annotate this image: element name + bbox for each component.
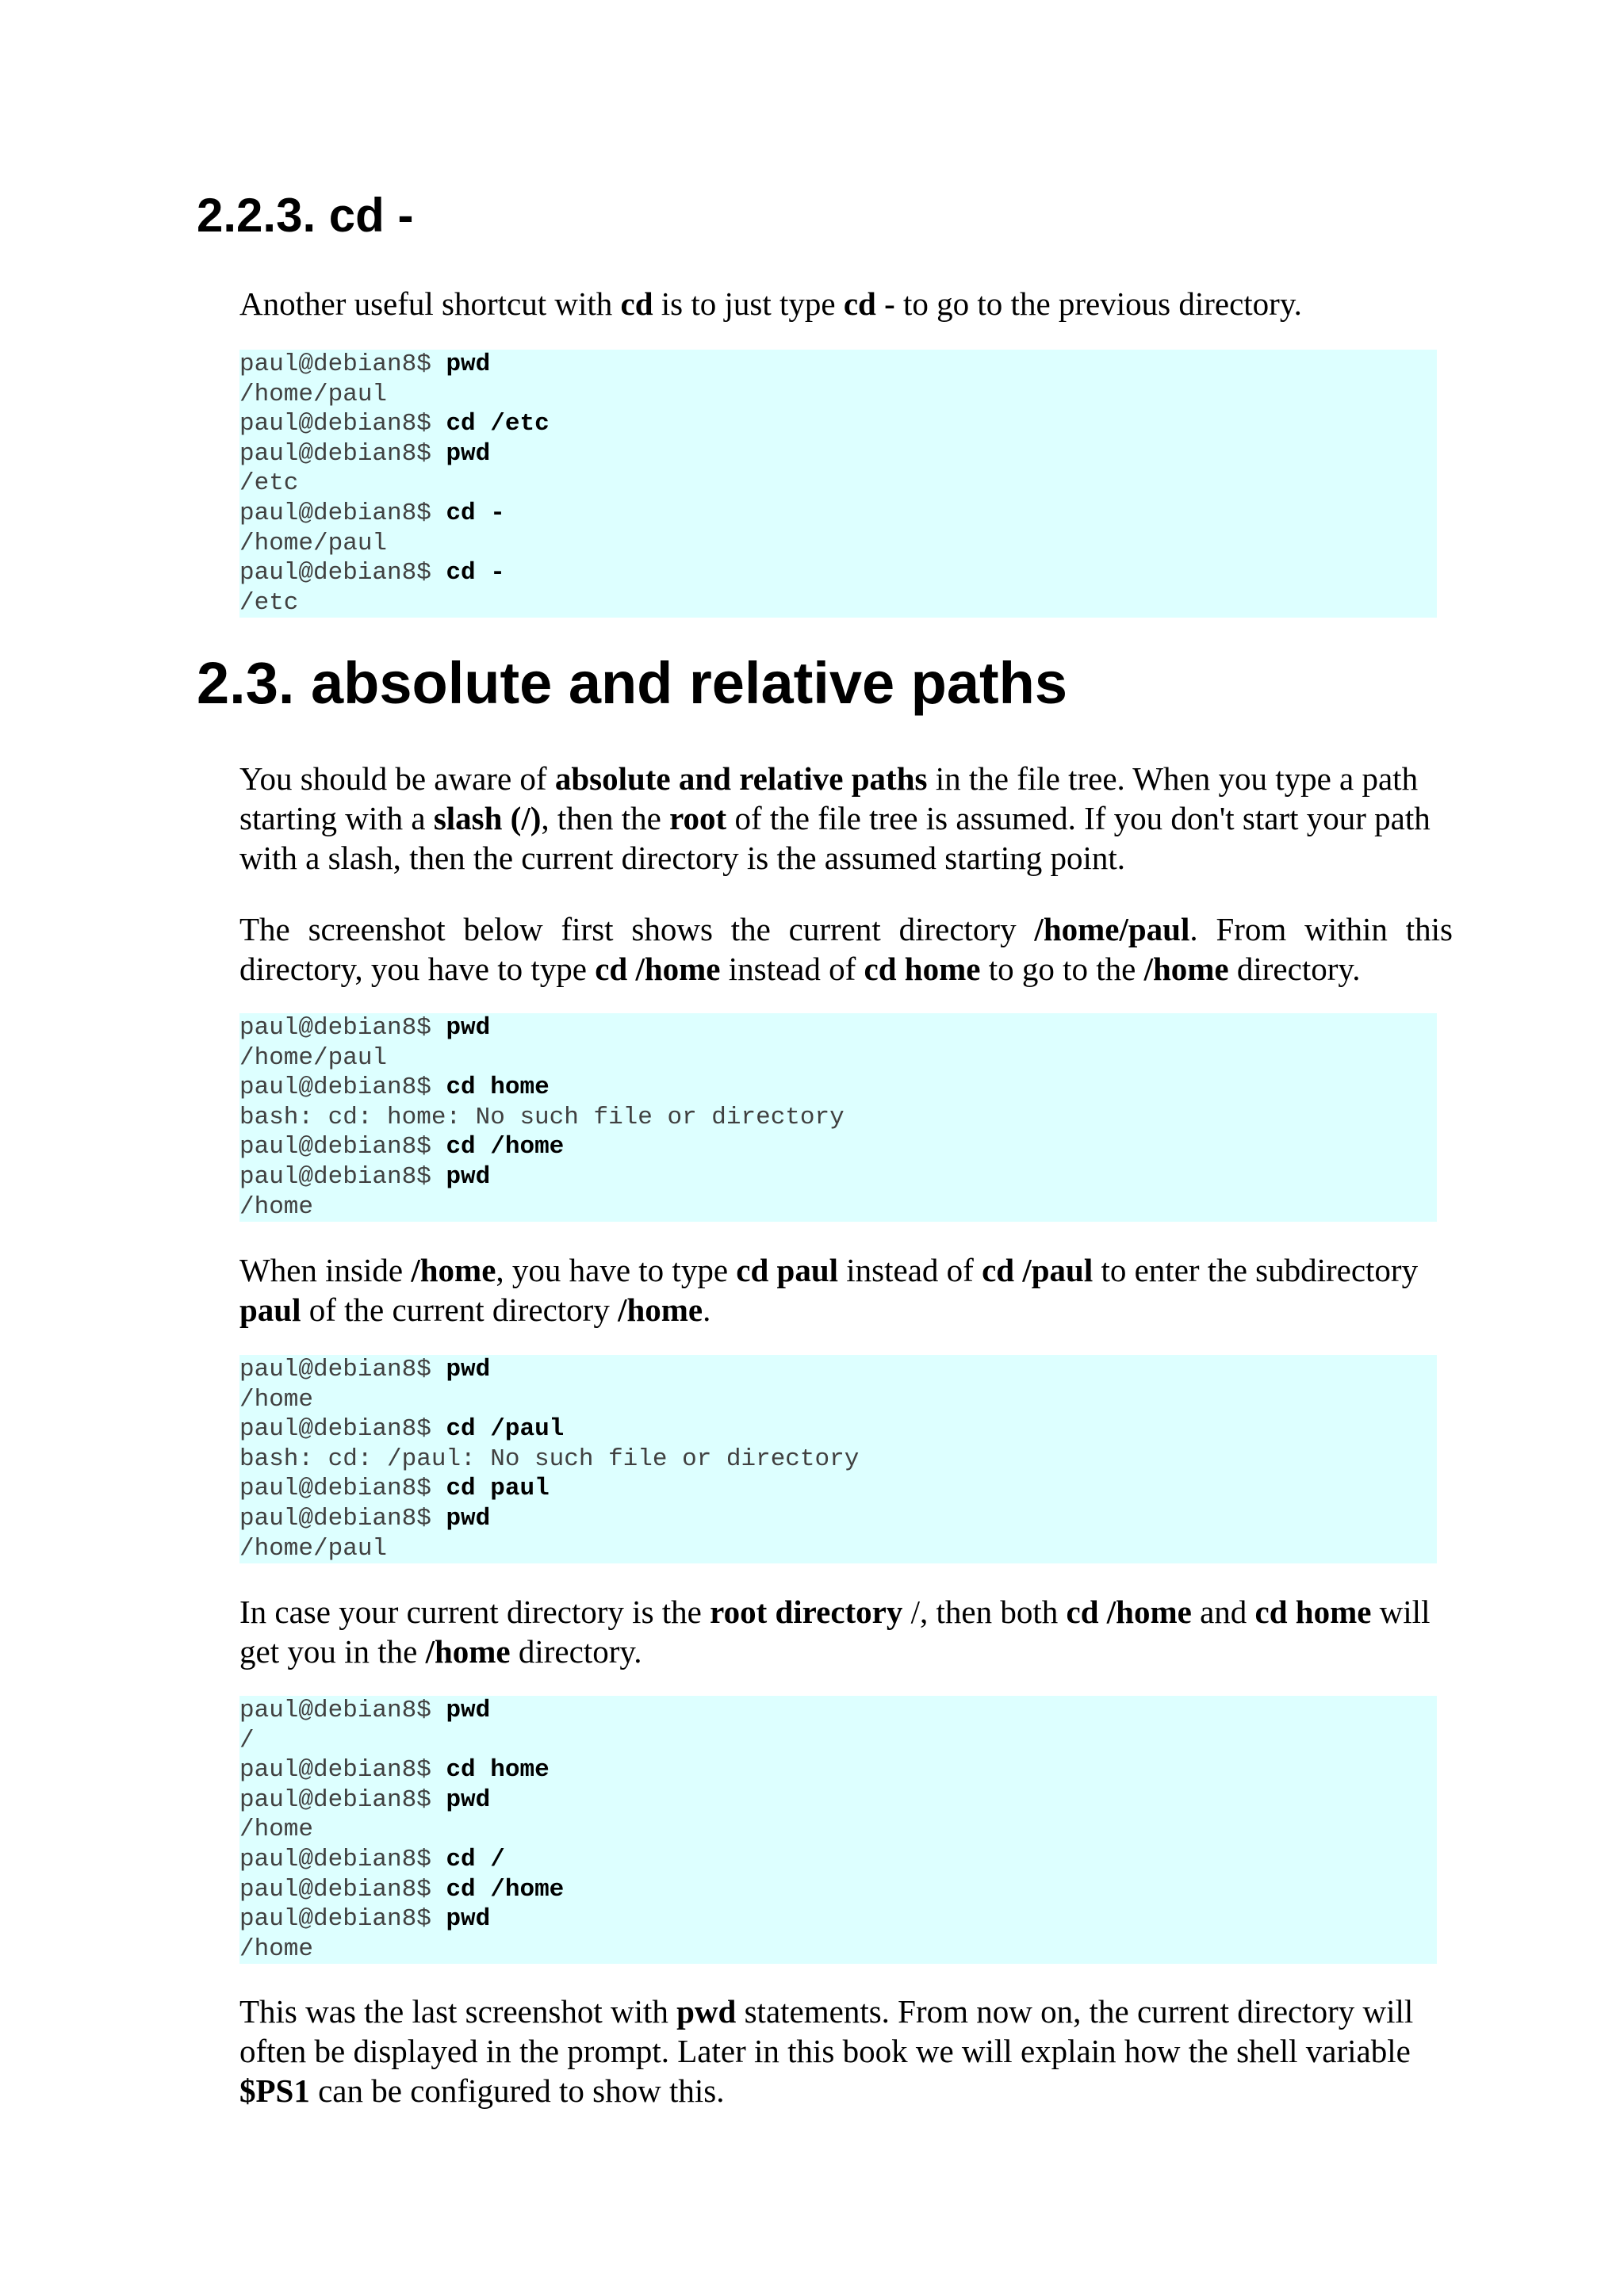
command-line xyxy=(239,1845,1437,1875)
shell-command: pwd xyxy=(446,1162,491,1191)
text-run: will get you in the xyxy=(239,1594,1431,1670)
text-run: is to just type xyxy=(653,285,844,322)
text-run: In case your current directory is the xyxy=(239,1594,710,1630)
command-line xyxy=(239,1414,1437,1445)
text-run: instead of xyxy=(720,951,864,987)
bold-term: cd - xyxy=(843,285,895,322)
command-line xyxy=(239,1904,1437,1934)
command-line xyxy=(239,1755,1437,1785)
command-line xyxy=(239,1132,1437,1162)
bold-term: slash (/) xyxy=(433,800,542,836)
command-line xyxy=(239,1696,1437,1726)
shell-command: pwd xyxy=(446,1697,491,1724)
shell-prompt: paul@debian8$ xyxy=(239,1785,446,1814)
bold-term: cd /home xyxy=(1066,1594,1192,1630)
output-line: /home xyxy=(239,1934,314,1963)
bold-term: /home xyxy=(411,1252,496,1288)
output-line: /etc xyxy=(239,588,299,617)
bold-term: /home xyxy=(425,1633,511,1670)
shell-prompt: paul@debian8$ xyxy=(239,1073,446,1102)
bold-term: pwd xyxy=(676,1993,737,2030)
output-line: / xyxy=(239,1726,255,1755)
shell-prompt: paul@debian8$ xyxy=(239,1415,446,1444)
text-run: . xyxy=(703,1292,711,1328)
shell-command: cd home xyxy=(446,1073,550,1102)
shell-command: cd - xyxy=(446,499,505,527)
command-line xyxy=(239,1474,1437,1504)
paragraph-root-directory xyxy=(239,1592,1453,1671)
command-line xyxy=(239,1504,1437,1534)
code-block-cd-home xyxy=(239,1013,1437,1222)
shell-prompt: paul@debian8$ xyxy=(239,1756,446,1785)
output-line: bash: cd: /paul: No such file or directory xyxy=(239,1445,860,1473)
output-line: /home/paul xyxy=(239,380,388,408)
shell-command: pwd xyxy=(446,1905,491,1934)
bold-term: cd home xyxy=(1254,1594,1372,1630)
text-run: /, then both xyxy=(902,1594,1067,1630)
bold-term: cd /paul xyxy=(982,1252,1094,1288)
output-line: /home/paul xyxy=(239,529,388,557)
shell-command: pwd xyxy=(446,1504,491,1533)
shell-prompt: paul@debian8$ xyxy=(239,1845,446,1873)
shell-prompt: paul@debian8$ xyxy=(239,1475,446,1503)
shell-prompt: paul@debian8$ xyxy=(239,439,446,468)
shell-command: cd /paul xyxy=(446,1415,565,1444)
shell-command: pwd xyxy=(446,350,491,378)
shell-command: cd /home xyxy=(446,1875,565,1904)
shell-prompt: paul@debian8$ xyxy=(239,1504,446,1533)
text-run: , then the xyxy=(541,800,670,836)
bold-term: /home/paul xyxy=(1034,911,1190,947)
paragraph-cd-dash xyxy=(239,284,1453,323)
text-run: directory. xyxy=(1228,951,1361,987)
text-run: This was the last screenshot with xyxy=(239,1993,677,2030)
command-line xyxy=(239,439,1437,469)
output-line: /home xyxy=(239,1385,314,1414)
code-block-from-root xyxy=(239,1696,1437,1964)
bold-term: /home xyxy=(1143,951,1229,987)
section-heading-2-2-3: 2.2.3. cd - xyxy=(197,189,414,242)
command-line xyxy=(239,1785,1437,1816)
output-line: /etc xyxy=(239,469,299,498)
text-run: can be configured to show this. xyxy=(309,2072,725,2109)
shell-prompt: paul@debian8$ xyxy=(239,499,446,527)
shell-command: cd paul xyxy=(446,1475,550,1503)
code-block-cd-paul xyxy=(239,1355,1437,1563)
paragraph-last-screenshot xyxy=(239,1992,1453,2110)
bold-term: cd home xyxy=(864,951,981,987)
text-run: instead of xyxy=(838,1252,982,1288)
code-block-cd-dash xyxy=(239,350,1437,618)
command-line xyxy=(239,409,1437,439)
command-line xyxy=(239,1073,1437,1103)
shell-command: pwd xyxy=(446,1014,491,1042)
command-line xyxy=(239,1013,1437,1043)
section-heading-2-3: 2.3. absolute and relative paths xyxy=(197,650,1068,716)
text-run: , you have to type xyxy=(496,1252,737,1288)
text-run: of the current directory xyxy=(301,1292,619,1328)
text-run: to go to the previous directory. xyxy=(894,285,1302,322)
text-run: to enter the subdirectory xyxy=(1093,1252,1419,1288)
paragraph-absolute-relative xyxy=(239,759,1453,878)
text-run: When inside xyxy=(239,1252,412,1288)
text-run: of the file tree is assumed. If you don't start your path with a slash, then the current directory is the assumed starting point. xyxy=(239,800,1431,876)
shell-prompt: paul@debian8$ xyxy=(239,1697,446,1724)
shell-prompt: paul@debian8$ xyxy=(239,1356,446,1383)
bold-term: cd xyxy=(620,285,653,322)
command-line xyxy=(239,499,1437,529)
text-run: Another useful shortcut with xyxy=(239,285,621,322)
bold-term: absolute and relative paths xyxy=(554,760,928,797)
shell-command: cd home xyxy=(446,1756,550,1785)
bold-term: cd /home xyxy=(595,951,721,987)
command-line xyxy=(239,558,1437,588)
shell-command: pwd xyxy=(446,1785,491,1814)
bold-term: /home xyxy=(618,1292,703,1328)
text-run: and xyxy=(1191,1594,1255,1630)
shell-command: cd /home xyxy=(446,1133,565,1161)
text-run: statements. From now on, the current directory will often be displayed in the prompt. Later in this book we will explain how the shell variable xyxy=(239,1993,1414,2069)
shell-prompt: paul@debian8$ xyxy=(239,1905,446,1934)
text-run: The screenshot below first shows the current directory xyxy=(239,911,1035,947)
shell-command: pwd xyxy=(446,1356,491,1383)
command-line xyxy=(239,1875,1437,1905)
shell-command: cd /etc xyxy=(446,410,550,438)
paragraph-screenshot-intro xyxy=(239,909,1453,989)
bold-term: root xyxy=(669,800,727,836)
bold-term: $PS1 xyxy=(239,2072,310,2109)
shell-prompt: paul@debian8$ xyxy=(239,350,446,378)
shell-prompt: paul@debian8$ xyxy=(239,559,446,587)
output-line: /home/paul xyxy=(239,1534,388,1563)
bold-term: paul xyxy=(239,1292,301,1328)
output-line: /home xyxy=(239,1192,314,1221)
text-run: . From within this directory, you have to type xyxy=(239,911,1453,987)
shell-prompt: paul@debian8$ xyxy=(239,1162,446,1191)
output-line: bash: cd: home: No such file or directory xyxy=(239,1103,845,1131)
text-run: directory. xyxy=(510,1633,642,1670)
output-line: /home xyxy=(239,1816,314,1844)
bold-term: cd paul xyxy=(736,1252,839,1288)
shell-command: cd - xyxy=(446,559,505,587)
bold-term: root directory xyxy=(710,1594,903,1630)
paragraph-inside-home xyxy=(239,1250,1453,1330)
text-run: You should be aware of xyxy=(239,760,555,797)
command-line xyxy=(239,350,1437,380)
shell-command: pwd xyxy=(446,439,491,468)
shell-prompt: paul@debian8$ xyxy=(239,1014,446,1042)
shell-prompt: paul@debian8$ xyxy=(239,1133,446,1161)
shell-command: cd / xyxy=(446,1845,505,1873)
command-line xyxy=(239,1355,1437,1385)
shell-prompt: paul@debian8$ xyxy=(239,1875,446,1904)
output-line: /home/paul xyxy=(239,1043,388,1072)
command-line xyxy=(239,1162,1437,1192)
text-run: to go to the xyxy=(980,951,1144,987)
shell-prompt: paul@debian8$ xyxy=(239,410,446,438)
text-run: in the file tree. When you type a path starting with a xyxy=(239,760,1419,836)
